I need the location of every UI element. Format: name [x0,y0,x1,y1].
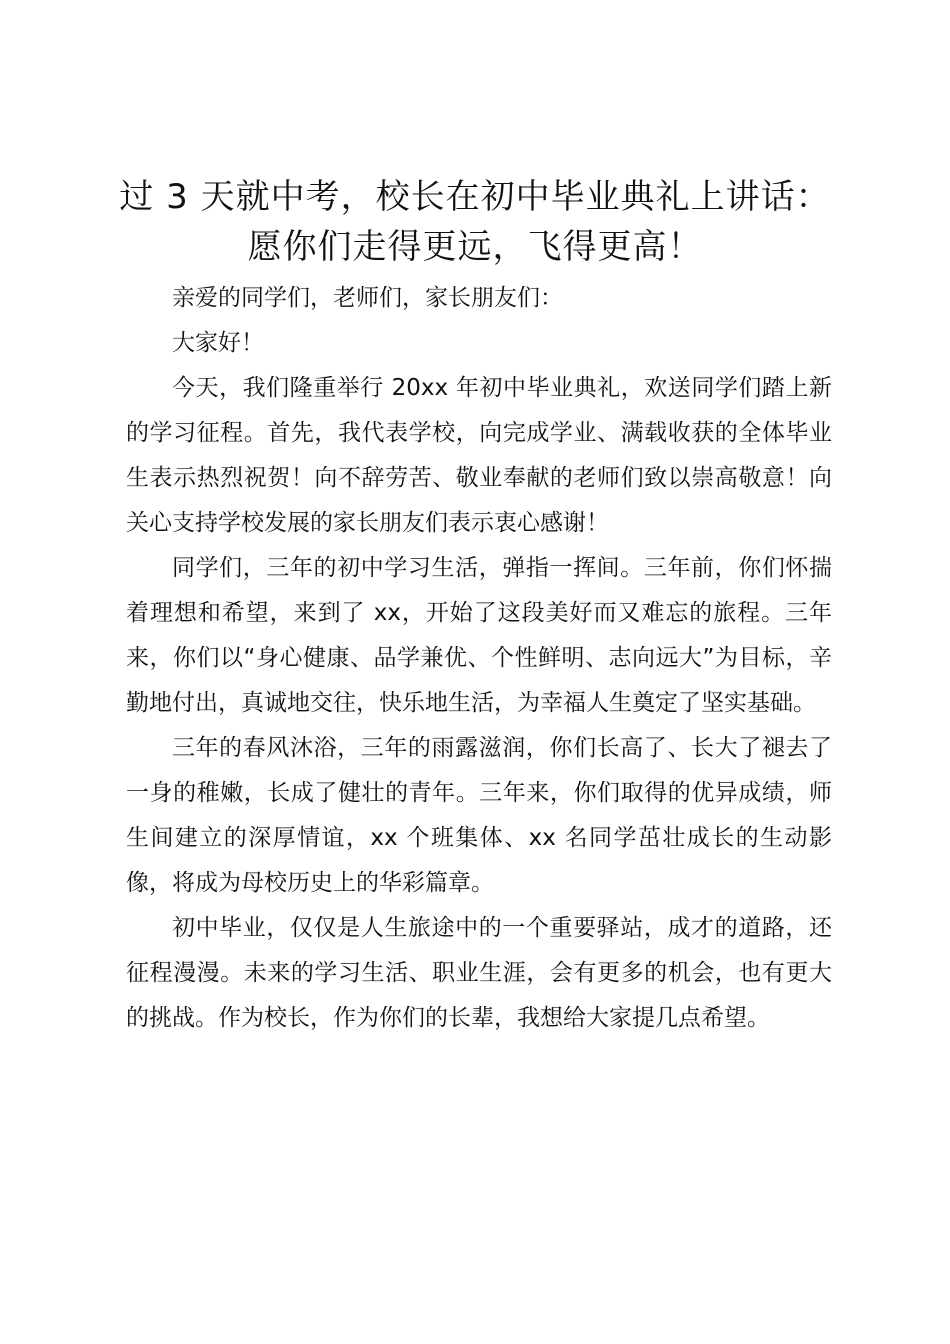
paragraph: 同学们，三年的初中学习生活，弹指一挥间。三年前，你们怀揣着理想和希望，来到了 xx，开始了这段美好而又难忘的旅程。三年来，你们以“身心健康、品学兼优、个性鲜明、志向远大”为目标，辛勤地付出，真诚地交往，快乐地生活，为幸福人生奠定了坚实基础。 [126,555,832,716]
title-line-1: 过 3 天就中考，校长在初中毕业典礼上讲话： [119,177,831,217]
document-body [126,276,832,1041]
paragraph: 初中毕业，仅仅是人生旅途中的一个重要驿站，成才的道路，还征程漫漫。未来的学习生活、职业生涯，会有更多的机会，也有更大的挑战。作为校长，作为你们的长辈，我想给大家提几点希望。 [126,915,832,1031]
paragraph: 今天，我们隆重举行 20xx 年初中毕业典礼，欢送同学们踏上新的学习征程。首先，我代表学校，向完成学业、满载收获的全体毕业生表示热烈祝贺！向不辞劳苦、敬业奉献的老师们致以崇高敬意！向关心支持学校发展的家长朋友们表示衷心感谢！ [126,375,832,536]
title-line-2: 愿你们走得更远，飞得更高！ [247,227,703,267]
paragraph: 三年的春风沐浴，三年的雨露滋润，你们长高了、长大了褪去了一身的稚嫩，长成了健壮的青年。三年来，你们取得的优异成绩，师生间建立的深厚情谊，xx 个班集体、xx 名同学茁壮成长的生动影像，将成为母校历史上的华彩篇章。 [126,735,832,896]
salutation: 亲爱的同学们，老师们，家长朋友们： [172,285,563,311]
greeting: 大家好！ [172,330,264,356]
